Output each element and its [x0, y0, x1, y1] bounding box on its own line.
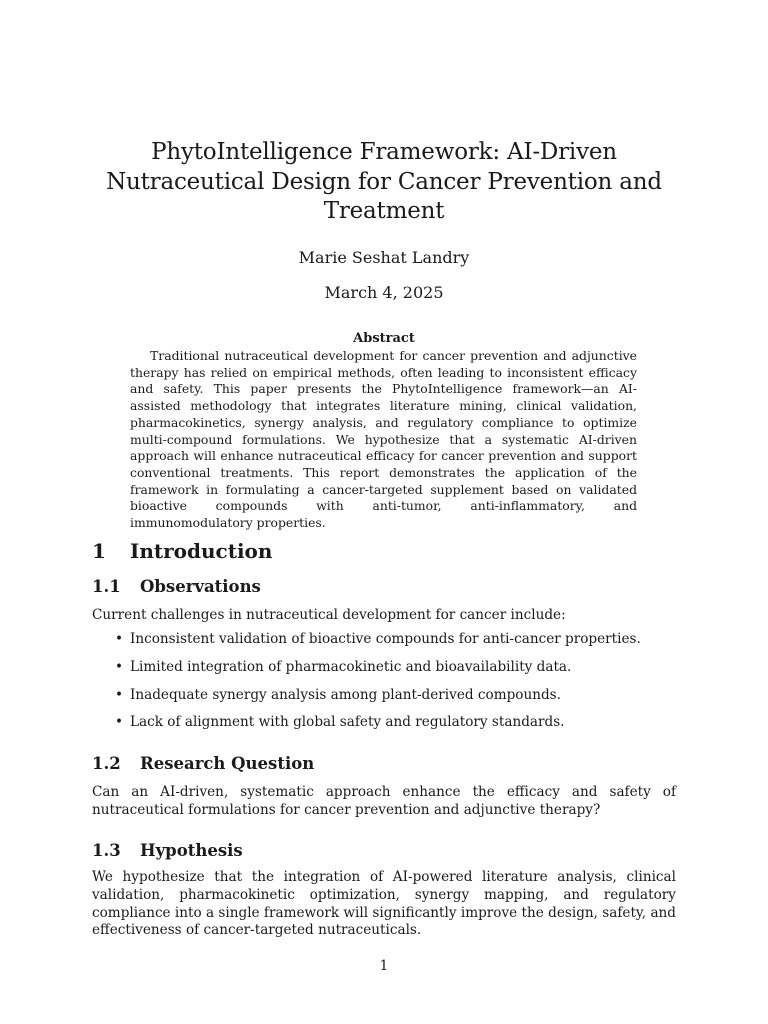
- author-name: Marie Seshat Landry: [298, 248, 470, 267]
- subsection-title: Hypothesis: [140, 841, 243, 860]
- abstract-text: Traditional nutraceutical development for cancer prevention and adjunctive therapy has relied on empirical methods, often leading to inconsistent efficacy and safety. This paper presents the PhytoIntelligence framework—an AI-assisted methodology that integrates literature mining, clinical validation, pharmacokinetics, synergy analysis, and regulatory compliance to optimize multi-compound formulations. We hypothesize that a systematic AI-driven approach will enhance nutraceutical efficacy for cancer prevention and support conventional treatments. This report demonstrates the application of the framework in formulating a cancer-targeted supplement based on validated bioactive compounds with anti-tumor, anti-inflammatory, and immunomodulatory properties.: [130, 348, 637, 531]
- list-item-text: Inconsistent validation of bioactive compounds for anti-cancer properties.: [130, 631, 641, 647]
- subsection-number: 1.2: [92, 754, 121, 773]
- subsection-title: Research Question: [140, 754, 315, 773]
- research-question-text: Can an AI-driven, systematic approach enhance the efficacy and safety of nutraceutical formulations for cancer prevention and adjunctive therapy?: [92, 784, 676, 818]
- subsection-number: 1.3: [92, 841, 121, 860]
- list-item: [112, 631, 672, 649]
- subsection-number: 1.1: [92, 577, 121, 596]
- publication-date: March 4, 2025: [324, 283, 444, 302]
- subsection-title: Observations: [140, 577, 261, 596]
- bullet-icon: •: [115, 714, 124, 731]
- observations-list: [112, 631, 672, 742]
- paper-title: PhytoIntelligence Framework: AI-Driven Nutraceutical Design for Cancer Prevention and Treatment: [106, 139, 662, 224]
- list-item: [112, 659, 672, 677]
- list-item: [112, 714, 672, 732]
- page-number: 1: [379, 958, 389, 974]
- bullet-icon: •: [115, 631, 124, 647]
- bullet-icon: •: [115, 658, 124, 675]
- abstract-heading: Abstract: [353, 331, 415, 346]
- list-item-text: Limited integration of pharmacokinetic and bioavailability data.: [130, 658, 572, 675]
- subsection-heading-research-question: [92, 753, 314, 775]
- observations-intro: Current challenges in nutraceutical development for cancer include:: [92, 607, 566, 623]
- section-heading-introduction: [92, 537, 272, 565]
- hypothesis-text: We hypothesize that the integration of AI-powered literature analysis, clinical validation, pharmacokinetic optimization, synergy mapping, and regulatory compliance into a single framework will significantly improve the design, safety, and effectiveness of cancer-targeted nutraceuticals.: [92, 869, 676, 939]
- list-item: [112, 687, 672, 705]
- section-title: Introduction: [130, 539, 273, 563]
- list-item-text: Lack of alignment with global safety and regulatory standards.: [130, 714, 565, 731]
- bullet-icon: •: [115, 686, 124, 703]
- subsection-heading-observations: [92, 576, 261, 598]
- section-number: 1: [92, 539, 106, 563]
- list-item-text: Inadequate synergy analysis among plant-derived compounds.: [130, 686, 561, 703]
- subsection-heading-hypothesis: [92, 840, 243, 862]
